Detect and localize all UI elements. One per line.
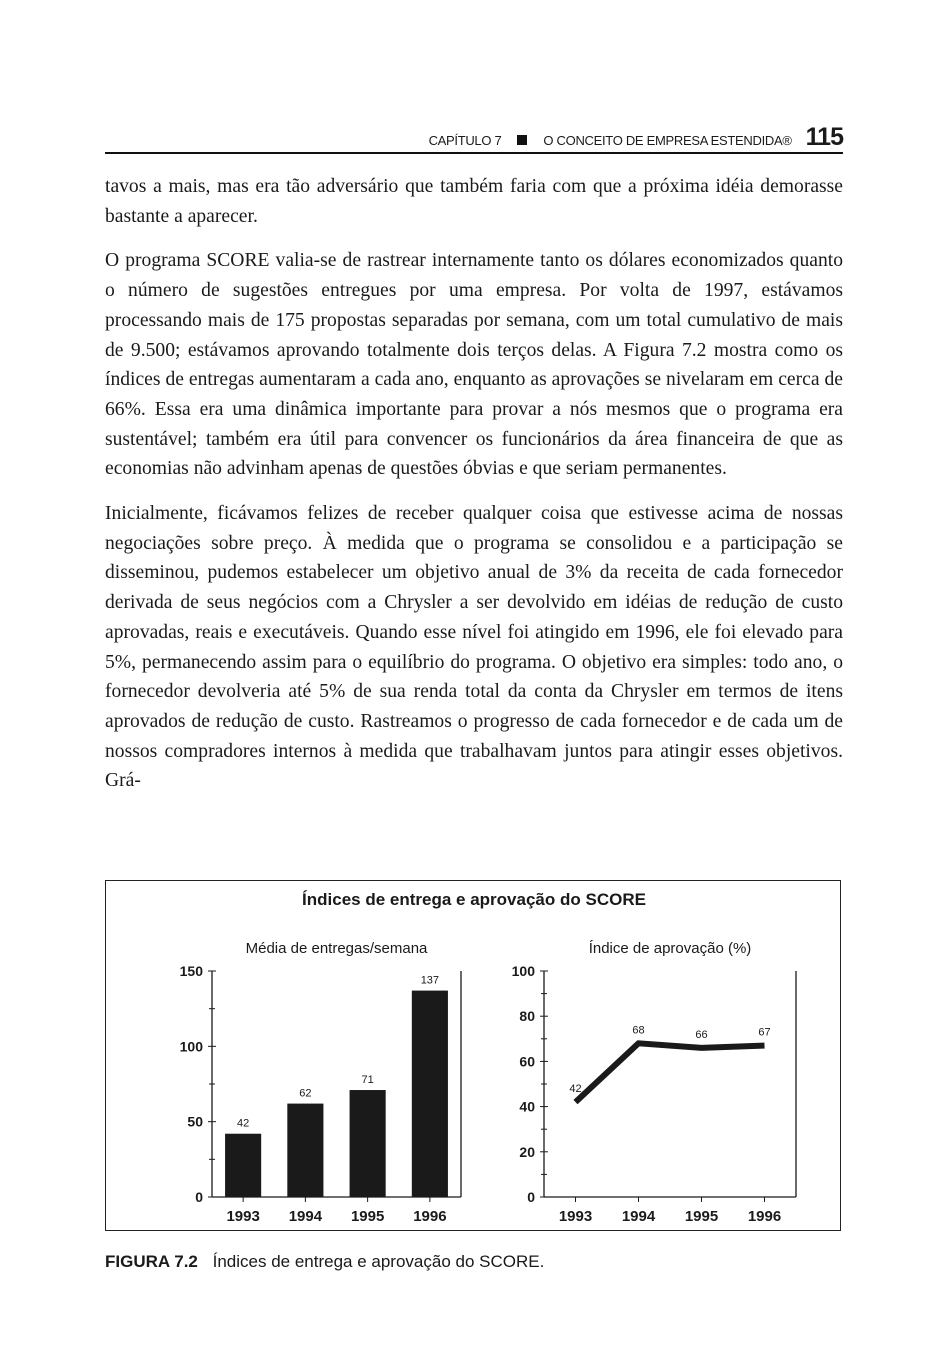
y-tick-label: 0 — [195, 1189, 203, 1205]
page-number: 115 — [805, 123, 843, 151]
data-label: 67 — [758, 1026, 771, 1039]
figure-box — [105, 880, 841, 1231]
caption-label: FIGURA 7.2 — [105, 1252, 198, 1271]
paragraph: tavos a mais, mas era tão adversário que também faria com que a próxima idéia demorasse bastante a aparecer. — [105, 176, 843, 227]
data-label: 66 — [695, 1028, 708, 1041]
x-tick-label: 1995 — [350, 1208, 385, 1225]
body-text — [105, 172, 843, 811]
x-tick-label: 1993 — [226, 1208, 260, 1225]
data-label: 68 — [632, 1024, 645, 1037]
y-tick-label: 100 — [511, 963, 535, 979]
data-label: 42 — [237, 1117, 250, 1130]
y-tick-label: 80 — [519, 1008, 535, 1025]
y-tick-label: 60 — [519, 1053, 535, 1070]
x-tick-label: 1994 — [621, 1208, 656, 1225]
bar — [350, 1090, 386, 1197]
paragraph: Inicialmente, ficávamos felizes de receber qualquer coisa que estivesse acima de nossas negociações sobre preço. À medida que o programa se consolidou e a participação se disseminou, pudemos estabelecer um objetivo anual de 3% da receita de cada fornecedor derivada de seus negócios com a Chrysler a ser devolvido em idéias de redução de custo aprovadas, reais e executáveis. Quando esse nível foi atingido em 1996, ele foi elevado para 5%, permanecendo assim para o equilíbrio do programa. O objetivo era simples: todo ano, o fornecedor devolveria até 5% de sua renda total da conta da Chrysler em termos de itens aprovados de redução de custo. Rastreamos o progresso de cada fornecedor e de cada um de nossos compradores internos à medida que trabalhavam juntos para atingir esses objetivos. Grá- — [105, 503, 843, 792]
data-label: 42 — [569, 1083, 582, 1096]
chapter-label: CAPÍTULO 7 — [428, 133, 502, 148]
y-tick-label: 100 — [179, 1038, 203, 1055]
paragraph: O programa SCORE valia-se de rastrear internamente tanto os dólares economizados quanto o número de sugestões entregues por uma empresa. Por volta de 1997, estávamos processando mais de 175 propostas separadas por semana, com um total cumulativo de mais de 9.500; estávamos aprovando totalmente dois terços delas. A Figura 7.2 mostra como os índices de entregas aumentaram a cada ano, enquanto as aprovações se nivelaram em cerca de 66%. Essa era uma dinâmica importante para provar a nós mesmos que o programa era sustentável; também era útil para convencer os funcionários da área financeira de que as economias não advinham apenas de questões óbvias e que seriam permanentes. — [105, 250, 843, 480]
caption-text: Índices de entrega e aprovação do SCORE. — [212, 1252, 545, 1271]
x-tick-label: 1996 — [747, 1208, 782, 1225]
running-head — [105, 118, 843, 154]
chart-title: Média de entregas/semana — [245, 940, 428, 957]
y-tick-label: 40 — [519, 1098, 535, 1115]
x-tick-label: 1994 — [288, 1208, 323, 1225]
y-tick-label: 50 — [187, 1113, 203, 1130]
x-tick-label: 1996 — [413, 1208, 447, 1225]
figure-title: Índices de entrega e aprovação do SCORE — [302, 890, 646, 909]
y-tick-label: 0 — [527, 1189, 535, 1205]
y-tick-label: 150 — [179, 963, 203, 979]
x-tick-label: 1993 — [558, 1208, 593, 1225]
bar — [287, 1104, 323, 1197]
square-bullet-icon — [517, 135, 527, 145]
deliveries-bar-chart — [180, 940, 461, 1225]
data-label: 137 — [420, 974, 440, 987]
figure-caption — [105, 1252, 544, 1272]
approval-line-chart — [512, 940, 796, 1225]
bar — [225, 1134, 261, 1197]
series-line — [576, 1043, 765, 1102]
y-tick-label: 20 — [519, 1143, 535, 1160]
chapter-title: O CONCEITO DE EMPRESA ESTENDIDA® — [543, 133, 792, 148]
data-label: 62 — [299, 1087, 312, 1100]
chart-title: Índice de aprovação (%) — [588, 940, 752, 957]
bar — [412, 991, 448, 1197]
figure-charts — [106, 881, 842, 1232]
data-label: 71 — [361, 1074, 374, 1087]
x-tick-label: 1995 — [684, 1208, 719, 1225]
